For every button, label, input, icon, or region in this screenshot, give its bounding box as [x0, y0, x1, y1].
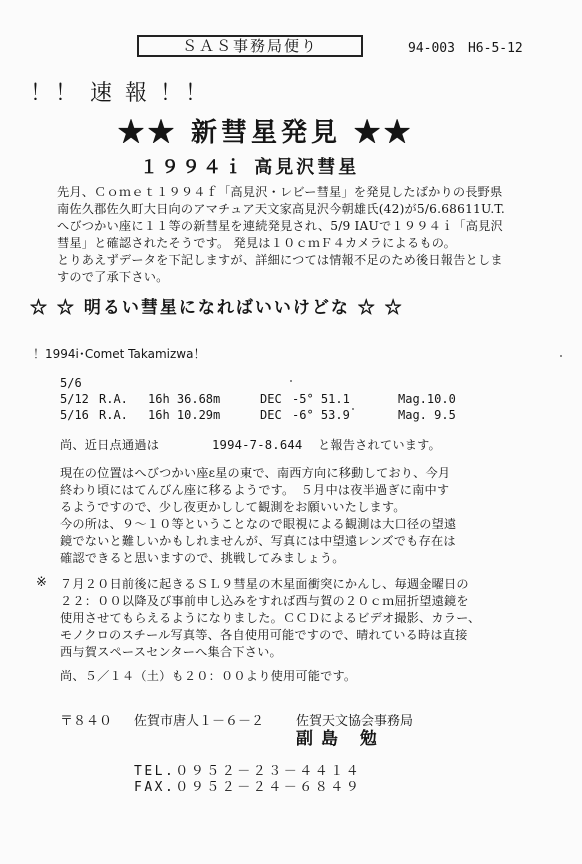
- intro-line: へびつかい座に１１等の新彗星を連続発見され、5/9 IAUで１９９４ｉ「高見沢: [57, 219, 503, 233]
- notice-line: ２２：００以降及び事前申し込みをすれば西与賀の２０ｃｍ屈折望遠鏡を: [60, 594, 469, 608]
- ephemeris-date: 5/6: [60, 376, 82, 390]
- ra-label: R.A.: [99, 392, 128, 406]
- ra-value: 16h 10.29m: [148, 408, 221, 422]
- intro-line: 彗星」と確認されたそうです。 発見は１０ｃｍＦ４カメラによるもの。: [57, 236, 457, 250]
- slogan: ☆ ☆ 明るい彗星になればいいけどな ☆ ☆: [30, 298, 404, 318]
- notice-line: 西与賀スペースセンターへ集合下さい。: [60, 645, 282, 659]
- intro-line: すので了承下さい。: [57, 270, 169, 284]
- issue-reference: 94-003 H6-5-12: [408, 41, 523, 56]
- notice-mark: ※: [36, 575, 47, 590]
- position-line: 確認できると思いますので、挑戦してみましょう。: [60, 551, 345, 565]
- dec-value: -5° 51.1: [292, 392, 350, 406]
- position-line: 鏡でないと難しいかもしれませんが、写真には中望遠レンズでも存在は: [60, 534, 456, 548]
- bulletin-label: ！！ 速 報 ！！: [30, 81, 210, 106]
- perihelion-date: 1994-7-8.644: [212, 438, 303, 452]
- fax: FAX.０９５２－２４－６８４９: [134, 780, 362, 795]
- magnitude: Mag.10.0: [398, 392, 456, 406]
- comet-name: ！1994i･Comet Takamizwa！: [33, 347, 206, 361]
- intro-line: とりあえずデータを下記しますが、詳細につては情報不足のため後日報告としま: [57, 253, 503, 267]
- position-line: 現在の位置はへびつかい座ε星の東で、南西方向に移動しており、今月: [60, 466, 451, 480]
- scan-speck: [352, 408, 354, 410]
- dec-label: DEC: [260, 408, 282, 422]
- notice-line: 使用させてもらえるようになりました。ＣＣＤによるビデオ撮影、カラー、: [60, 611, 481, 625]
- newsletter-title-box: ＳＡＳ事務局便り: [137, 35, 363, 57]
- position-line: るようですので、少し夜更かしして観測をお願いいたします。: [60, 500, 406, 514]
- ra-value: 16h 36.68m: [148, 392, 221, 406]
- scan-speck: [560, 355, 562, 357]
- ephemeris-date: 5/16: [60, 408, 89, 422]
- notice-extra: 尚、５／１４（土）も２０：００より使用可能です。: [60, 669, 357, 683]
- perihelion-prefix: 尚、近日点通過は: [60, 438, 160, 452]
- perihelion-suffix: と報告されています。: [318, 438, 441, 452]
- intro-line: 南佐久郡佐久町大日向のアマチュア天文家高見沢今朝雄氏(42)が5/6.68611U.T.: [57, 202, 506, 216]
- comet-subtitle: １９９４ｉ 高見沢彗星: [140, 157, 360, 178]
- postal-code: 〒８４０: [60, 714, 113, 729]
- organization: 佐賀天文協会事務局: [296, 714, 414, 729]
- magnitude: Mag. 9.5: [398, 408, 456, 422]
- dec-value: -6° 53.9: [292, 408, 350, 422]
- position-line: 今の所は、９～１０等ということなので眼視による観測は大口径の望遠: [60, 517, 457, 531]
- scan-speck: [290, 380, 292, 382]
- telephone: TEL.０９５２－２３－４４１４: [134, 764, 362, 779]
- intro-line: 先月、Ｃｏｍｅｔ１９９４ｆ「高見沢・レビー彗星」を発見したばかりの長野県: [57, 185, 503, 199]
- contact-name: 副島 勉: [296, 729, 385, 749]
- address: 佐賀市唐人１－６－２: [134, 714, 265, 729]
- dec-label: DEC: [260, 392, 282, 406]
- notice-line: ７月２０日前後に起きるＳＬ９彗星の木星面衝突にかんし、毎週金曜日の: [60, 577, 469, 591]
- ra-label: R.A.: [99, 408, 128, 422]
- page-title: ★★ 新彗星発見 ★★: [118, 118, 415, 148]
- position-line: 終わり頃にはてんびん座に移るようです。 ５月中は夜半過ぎに南中す: [60, 483, 450, 497]
- notice-line: モノクロのスチール写真等、各自使用可能ですので、晴れている時は直接: [60, 628, 468, 642]
- ephemeris-date: 5/12: [60, 392, 89, 406]
